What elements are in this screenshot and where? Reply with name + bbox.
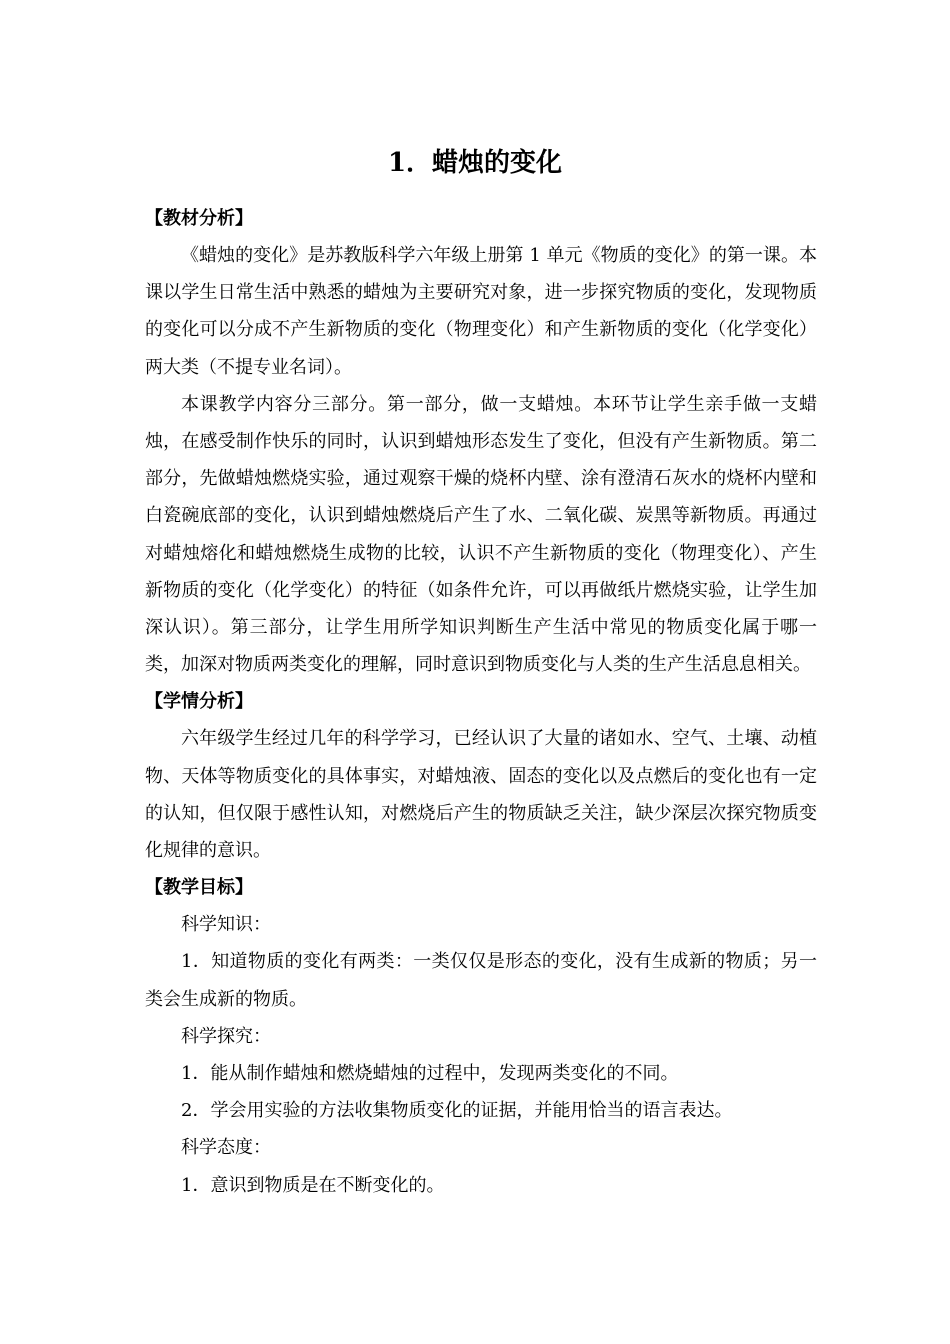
goals-attitude-label: 科学态度： xyxy=(181,1137,271,1159)
section-heading-material: 【教材分析】 xyxy=(145,208,253,229)
goals-knowledge-label: 科学知识： xyxy=(181,914,271,936)
goals-knowledge-item-1: 1．知道物质的变化有两类：一类仅仅是形态的变化，没有生成新的物质；另一类会生成新的物质。 xyxy=(145,951,817,1010)
section-heading-students: 【学情分析】 xyxy=(145,691,253,713)
page-title: 1．蜡烛的变化 xyxy=(387,148,563,178)
material-paragraph-1: 《蜡烛的变化》是苏教版科学六年级上册第 1 单元《物质的变化》的第一课。本课以学生日常生活中熟悉的蜡烛为主要研究对象，进一步探究物质的变化，发现物质的变化可以分成不产生新物质的变化（物理变化）和产生新物质的变化（化学变化）两大类（不提专业名词）。 xyxy=(145,245,817,378)
goals-inquiry-item-1: 1．能从制作蜡烛和燃烧蜡烛的过程中，发现两类变化的不同。 xyxy=(181,1063,679,1085)
section-heading-goals: 【教学目标】 xyxy=(145,877,253,899)
document-body xyxy=(145,200,817,1204)
goals-inquiry-item-2: 2．学会用实验的方法收集物质变化的证据，并能用恰当的语言表达。 xyxy=(181,1100,733,1122)
students-paragraph-1: 六年级学生经过几年的科学学习，已经认识了大量的诸如水、空气、土壤、动植物、天体等物质变化的具体事实，对蜡烛液、固态的变化以及点燃后的变化也有一定的认知，但仅限于感性认知，对燃烧后产生的物质缺乏关注，缺少深层次探究物质变化规律的意识。 xyxy=(145,728,817,862)
material-paragraph-2: 本课教学内容分三部分。第一部分，做一支蜡烛。本环节让学生亲手做一支蜡烛，在感受制作快乐的同时，认识到蜡烛形态发生了变化，但没有产生新物质。第二部分，先做蜡烛燃烧实验，通过观察干燥的烧杯内壁、涂有澄清石灰水的烧杯内壁和白瓷碗底部的变化，认识到蜡烛燃烧后产生了水、二氧化碳、炭黑等新物质。再通过对蜡烛熔化和蜡烛燃烧生成物的比较，认识不产生新物质的变化（物理变化）、产生新物质的变化（化学变化）的特征（如条件允许，可以再做纸片燃烧实验，让学生加深认识）。第三部分，让学生用所学知识判断生产生活中常见的物质变化属于哪一类，加深对物质两类变化的理解，同时意识到物质变化与人类的生产生活息息相关。 xyxy=(145,393,817,676)
goals-attitude-item-1: 1．意识到物质是在不断变化的。 xyxy=(181,1174,445,1196)
goals-inquiry-label: 科学探究： xyxy=(181,1025,271,1047)
